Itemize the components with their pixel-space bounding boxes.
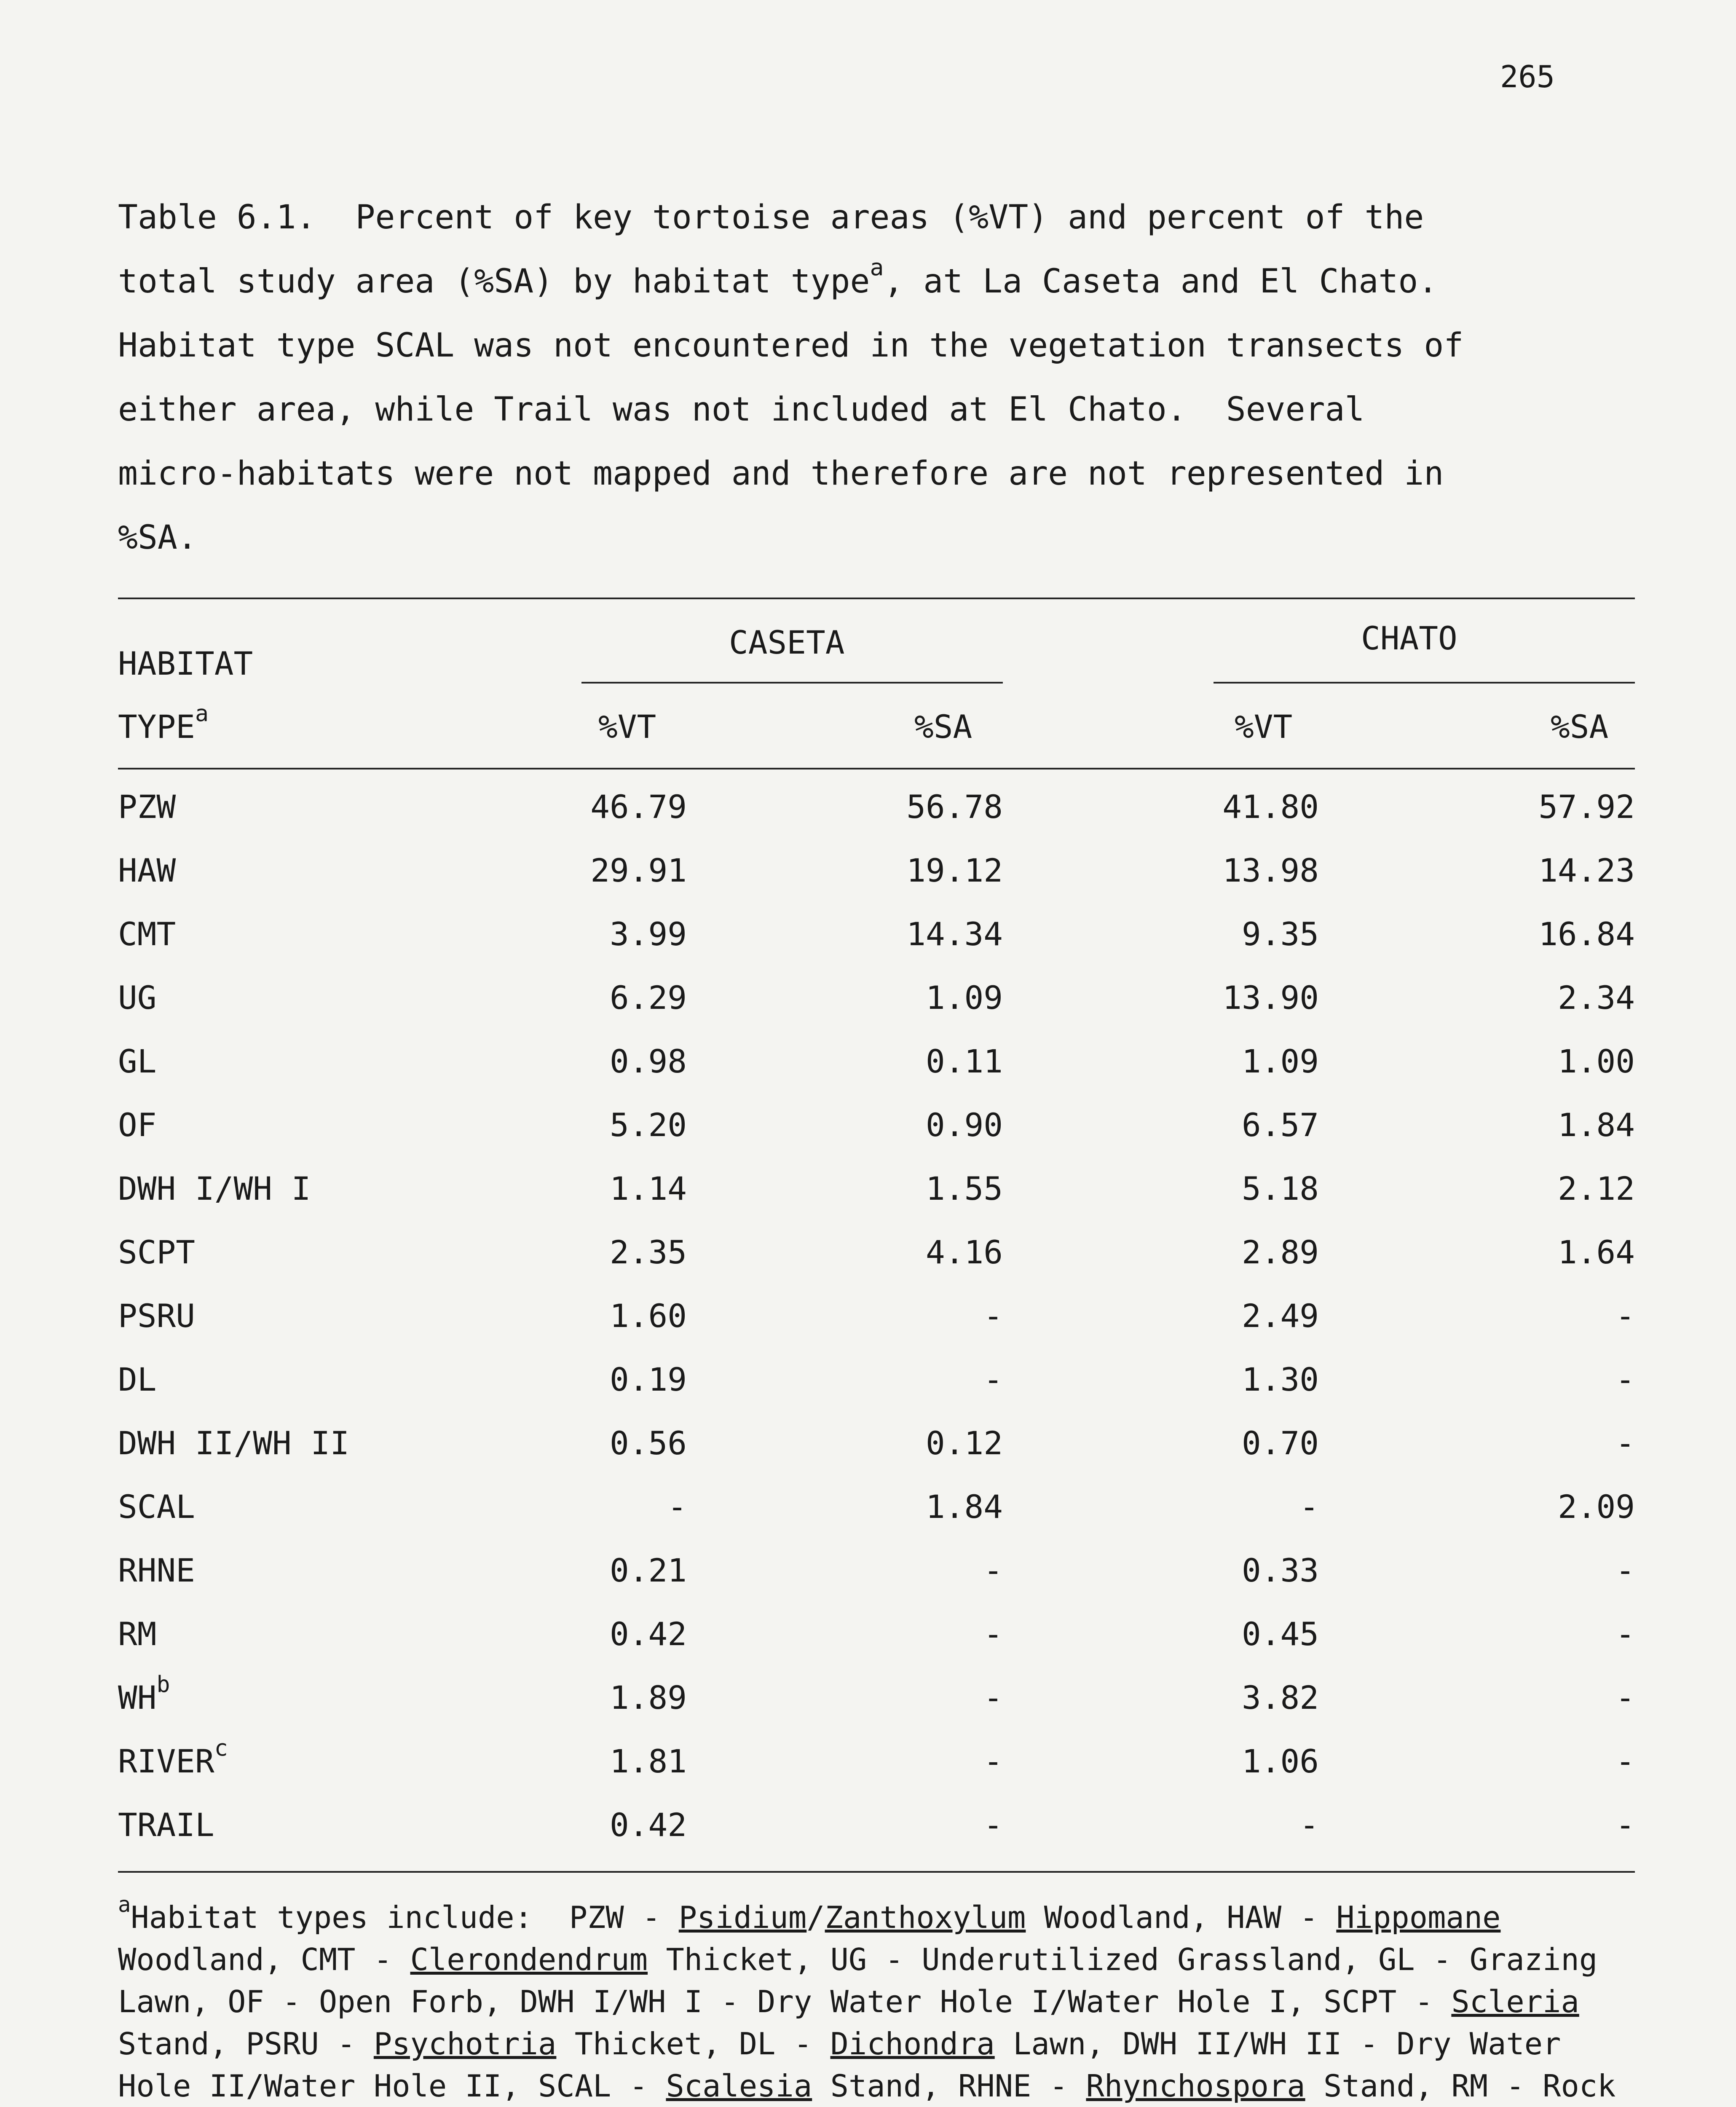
habitat-type-label: RIVER	[118, 1742, 214, 1780]
table-row	[118, 915, 1635, 979]
caseta-vt-cell: 29.91	[590, 852, 687, 889]
header-caseta-vt: %VT	[598, 708, 656, 745]
chato-sa-cell: 1.84	[1557, 1106, 1635, 1144]
header-caseta-sa: %SA	[914, 708, 972, 745]
chato-vt-cell: 5.18	[1241, 1170, 1319, 1207]
caseta-vt-cell: 3.99	[609, 915, 687, 953]
caseta-sa-cell: -	[983, 1552, 1003, 1589]
caseta-sa-cell: 4.16	[925, 1233, 1003, 1271]
habitat-type-label: SCPT	[118, 1233, 196, 1271]
table-row	[118, 979, 1635, 1043]
caseta-sa-cell: -	[983, 1679, 1003, 1716]
habitat-type-cell	[118, 1233, 195, 1271]
caption-line-2	[118, 249, 1593, 314]
habitat-type-cell	[118, 1552, 195, 1589]
caseta-vt-cell: 1.60	[609, 1297, 687, 1335]
habitat-type-label: PSRU	[118, 1297, 196, 1335]
habitat-type-label: DWH II/WH II	[118, 1424, 350, 1462]
chato-sa-cell: 2.12	[1557, 1170, 1635, 1207]
habitat-type-cell	[118, 1806, 214, 1844]
habitat-type-cell	[118, 915, 176, 953]
chato-sa-cell: 14.23	[1538, 852, 1635, 889]
caseta-sa-cell: 1.55	[925, 1170, 1003, 1207]
habitat-type-label: GL	[118, 1043, 157, 1080]
table-row	[118, 1106, 1635, 1170]
caseta-sa-cell: 1.84	[925, 1488, 1003, 1525]
habitat-type-label: RM	[118, 1615, 157, 1653]
chato-sa-cell: -	[1615, 1297, 1635, 1335]
taxon-name: Hippomane	[1336, 1900, 1501, 1935]
chato-vt-cell: 41.80	[1222, 788, 1319, 826]
table-body	[118, 788, 1635, 1870]
chato-vt-cell: 1.30	[1241, 1361, 1319, 1398]
caseta-vt-cell: 0.56	[609, 1424, 687, 1462]
habitat-type-cell	[118, 1488, 195, 1525]
row-footnote-mark: b	[156, 1671, 170, 1698]
header-footnote-mark: a	[195, 700, 209, 727]
taxon-name: Zanthoxylum	[825, 1900, 1026, 1935]
chato-sa-cell: 57.92	[1538, 788, 1635, 826]
footnote-a-segment: Habitat types include: PZW -	[131, 1900, 679, 1935]
habitat-type-cell	[118, 1615, 157, 1653]
taxon-name: Scalesia	[666, 2068, 812, 2104]
chato-vt-cell: 13.90	[1222, 979, 1319, 1016]
footnote-a-segment: Stand, RHNE -	[812, 2068, 1086, 2104]
chato-sa-cell: -	[1615, 1742, 1635, 1780]
caption-line-1: Table 6.1. Percent of key tortoise areas (%VT) and percent of the	[118, 198, 1424, 236]
table-header-rule	[118, 768, 1635, 769]
chato-vt-cell: 0.45	[1241, 1615, 1319, 1653]
header-group-chato: CHATO	[1361, 619, 1457, 657]
habitat-type-cell	[118, 852, 176, 889]
habitat-type-label: CMT	[118, 915, 176, 953]
caseta-sa-cell: -	[983, 1806, 1003, 1844]
chato-vt-cell: 0.70	[1241, 1424, 1319, 1462]
footnote-a-segment: Stand, PSRU -	[118, 1984, 1598, 2061]
habitat-type-cell	[118, 1106, 157, 1144]
habitat-type-cell	[118, 1361, 157, 1398]
habitat-type-cell	[118, 1671, 170, 1716]
table-row	[118, 1424, 1635, 1488]
caseta-vt-cell: 0.98	[609, 1043, 687, 1080]
habitat-type-cell	[118, 1170, 311, 1207]
table-bottom-rule	[118, 1871, 1635, 1873]
table-row	[118, 1233, 1635, 1297]
caseta-sa-cell: -	[983, 1361, 1003, 1398]
table-row	[118, 1297, 1635, 1361]
header-chato-sa: %SA	[1551, 708, 1609, 745]
page-number: 265	[1500, 59, 1555, 94]
habitat-type-label: TRAIL	[118, 1806, 214, 1844]
habitat-type-label: DL	[118, 1361, 157, 1398]
caption-footnote-mark: a	[870, 254, 884, 281]
table-row	[118, 788, 1635, 852]
caseta-vt-cell: 5.20	[609, 1106, 687, 1144]
chato-vt-cell: -	[1299, 1488, 1319, 1525]
caseta-vt-cell: 1.89	[609, 1679, 687, 1716]
table-caption	[118, 185, 1593, 570]
chato-sa-cell: -	[1615, 1361, 1635, 1398]
chato-vt-cell: 9.35	[1241, 915, 1319, 953]
table-footnotes	[118, 1892, 1635, 2107]
chato-sa-cell: 1.00	[1557, 1043, 1635, 1080]
header-group-caseta: CASETA	[729, 624, 845, 661]
habitat-type-cell	[118, 979, 157, 1016]
caseta-sa-cell: 1.09	[925, 979, 1003, 1016]
habitat-type-cell	[118, 1735, 228, 1780]
table-row	[118, 1361, 1635, 1424]
footnote-a-segment: /	[806, 1900, 825, 1935]
caseta-vt-cell: 0.42	[609, 1806, 687, 1844]
table-row	[118, 1552, 1635, 1615]
table-row	[118, 1043, 1635, 1106]
habitat-type-label: WH	[118, 1679, 157, 1716]
caseta-group-rule	[581, 682, 1003, 684]
caseta-sa-cell: 56.78	[906, 788, 1003, 826]
row-footnote-mark: c	[214, 1735, 228, 1761]
footnote-a-mark: a	[118, 1892, 131, 1917]
footnote-a-segment: Woodland, HAW -	[1026, 1900, 1337, 1935]
table-row	[118, 1615, 1635, 1679]
caseta-sa-cell: 0.90	[925, 1106, 1003, 1144]
taxon-name: Dichondra	[830, 2026, 995, 2061]
table-row	[118, 852, 1635, 915]
caseta-vt-cell: -	[667, 1488, 687, 1525]
caseta-sa-cell: 0.11	[925, 1043, 1003, 1080]
table-row	[118, 1488, 1635, 1552]
footnote-a	[118, 1892, 1635, 2107]
chato-sa-cell: 1.64	[1557, 1233, 1635, 1271]
habitat-type-label: UG	[118, 979, 157, 1016]
caseta-vt-cell: 1.14	[609, 1170, 687, 1207]
chato-vt-cell: -	[1299, 1806, 1319, 1844]
caption-line-3: Habitat type SCAL was not encountered in the vegetation transects of	[118, 327, 1464, 365]
chato-vt-cell: 0.33	[1241, 1552, 1319, 1589]
chato-sa-cell: -	[1615, 1615, 1635, 1653]
chato-sa-cell: 16.84	[1538, 915, 1635, 953]
caseta-vt-cell: 6.29	[609, 979, 687, 1016]
chato-vt-cell: 13.98	[1222, 852, 1319, 889]
habitat-type-label: OF	[118, 1106, 157, 1144]
chato-sa-cell: 2.09	[1557, 1488, 1635, 1525]
header-habitat-type: TYPE	[118, 708, 196, 745]
habitat-type-label: HAW	[118, 852, 176, 889]
caseta-vt-cell: 0.19	[609, 1361, 687, 1398]
table-row	[118, 1735, 1635, 1806]
caseta-sa-cell: -	[983, 1615, 1003, 1653]
chato-sa-cell: -	[1615, 1806, 1635, 1844]
table-row	[118, 1806, 1635, 1870]
caseta-vt-cell: 1.81	[609, 1742, 687, 1780]
taxon-name: Rhynchospora	[1086, 2068, 1305, 2104]
chato-vt-cell: 2.49	[1241, 1297, 1319, 1335]
taxon-name: Clerondendrum	[410, 1942, 648, 1977]
table-top-rule	[118, 598, 1635, 599]
caseta-vt-cell: 0.21	[609, 1552, 687, 1589]
habitat-type-label: DWH I/WH I	[118, 1170, 311, 1207]
chato-vt-cell: 1.09	[1241, 1043, 1319, 1080]
chato-vt-cell: 2.89	[1241, 1233, 1319, 1271]
caseta-sa-cell: 19.12	[906, 852, 1003, 889]
table-row	[118, 1671, 1635, 1742]
footnote-a-segment: Thicket, UG - Underutilized Grassland, GL - Grazing Lawn, OF - Open Forb, DWH I/WH I - Dry Water Hole I/Water Hole I, SCPT -	[118, 1942, 1616, 2019]
habitat-type-cell	[118, 788, 176, 826]
habitat-type-label: RHNE	[118, 1552, 196, 1589]
taxon-name: Psychotria	[373, 2026, 557, 2061]
chato-group-rule	[1214, 682, 1635, 684]
caption-line-2-tail: , at La Caseta and El Chato.	[884, 263, 1438, 300]
header-habitat-line1: HABITAT	[118, 645, 253, 682]
footnote-a-segment: Stand, RM - Rock	[1323, 2068, 1616, 2104]
caption-line-2-text: total study area (%SA) by habitat type	[118, 263, 870, 300]
chato-vt-cell: 3.82	[1241, 1679, 1319, 1716]
caseta-sa-cell: -	[983, 1742, 1003, 1780]
caseta-vt-cell: 2.35	[609, 1233, 687, 1271]
caseta-vt-cell: 0.42	[609, 1615, 687, 1653]
chato-sa-cell: -	[1615, 1679, 1635, 1716]
header-habitat-line2	[118, 700, 209, 745]
chato-vt-cell: 6.57	[1241, 1106, 1319, 1144]
chato-sa-cell: 2.34	[1557, 979, 1635, 1016]
habitat-type-cell	[118, 1043, 157, 1080]
caseta-sa-cell: -	[983, 1297, 1003, 1335]
caption-line-4: either area, while Trail was not included at El Chato. Several	[118, 391, 1365, 429]
chato-vt-cell: 1.06	[1241, 1742, 1319, 1780]
caseta-vt-cell: 46.79	[590, 788, 687, 826]
habitat-type-label: PZW	[118, 788, 176, 826]
footnote-a-segment: Woodland, CMT -	[118, 1900, 1519, 1977]
habitat-type-cell	[118, 1297, 195, 1335]
taxon-name: Scleria	[1451, 1984, 1579, 2019]
caseta-sa-cell: 14.34	[906, 915, 1003, 953]
caption-line-6: %SA.	[118, 519, 197, 557]
caption-line-5: micro-habitats were not mapped and therefore are not represented in	[118, 455, 1444, 493]
habitat-type-label: SCAL	[118, 1488, 196, 1525]
chato-sa-cell: -	[1615, 1552, 1635, 1589]
taxon-name: Psidium	[678, 1900, 807, 1935]
table-row	[118, 1170, 1635, 1233]
header-chato-vt: %VT	[1235, 708, 1293, 745]
footnote-a-segment: Lawn, DWH II/WH II - Dry Water Hole II/Water Hole II, SCAL -	[118, 2026, 1579, 2104]
footnote-a-segment: Thicket, DL -	[556, 2026, 830, 2061]
chato-sa-cell: -	[1615, 1424, 1635, 1462]
footnote-a-text	[118, 1892, 1635, 2107]
caseta-sa-cell: 0.12	[925, 1424, 1003, 1462]
habitat-type-cell	[118, 1424, 349, 1462]
